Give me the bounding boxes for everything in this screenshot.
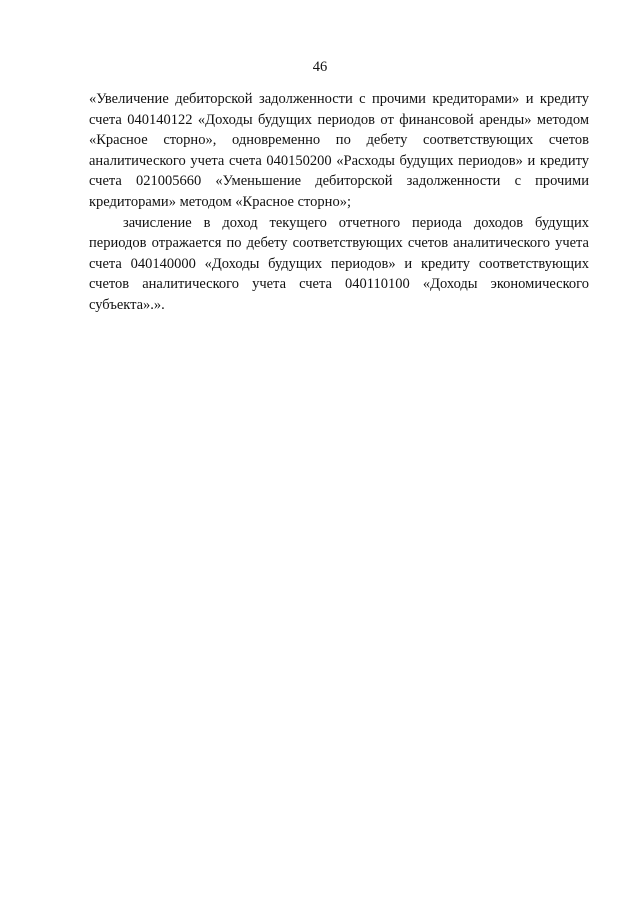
page-number: 46 — [312, 59, 328, 75]
document-body — [89, 89, 589, 316]
paragraph-income-recognition: зачисление в доход текущего отчетного периода доходов будущих периодов отражается по дебету соответствующих счетов аналитического учета счета 040140000 «Доходы будущих периодов» и кредиту соответствующих счетов аналитического учета счета 040110100 «Доходы экономического субъекта».». — [89, 214, 589, 313]
paragraph-continuation: «Увеличение дебиторской задолженности с прочими кредиторами» и кредиту счета 040140122 «Доходы будущих периодов от финансовой аренды» методом «Красное сторно», одновременно по дебету соответствующих счетов аналитического учета счета 040150200 «Расходы будущих периодов» и кредиту счета 021005660 «Уменьшение дебиторской задолженности с прочими кредиторами» методом «Красное сторно»; — [89, 91, 589, 210]
